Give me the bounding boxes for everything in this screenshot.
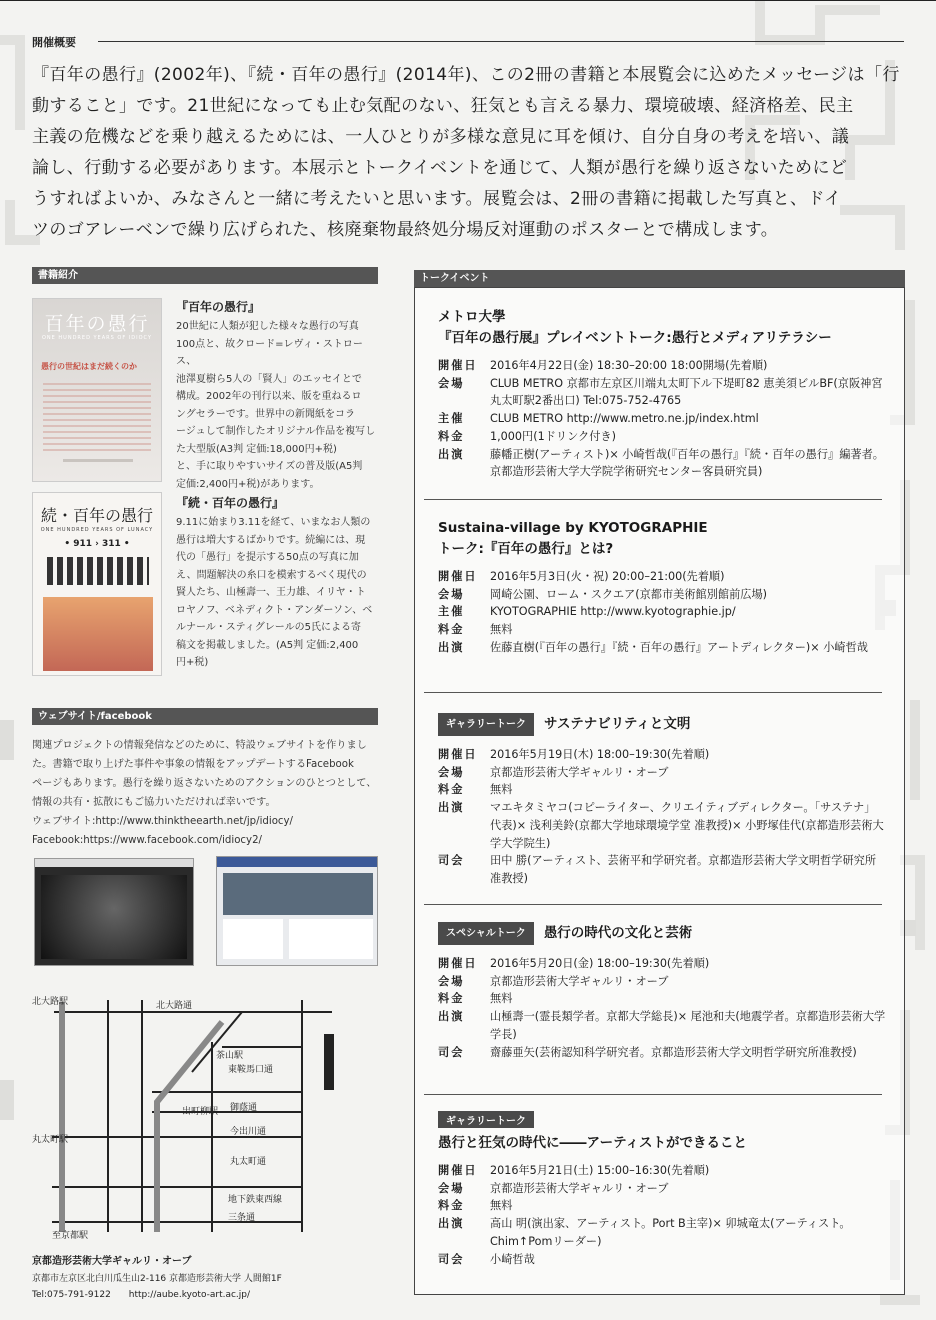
book1-line: ングセラーです。世界中の新聞紙をコラ: [176, 408, 355, 420]
book2-line: ロヤノフ、ベネディクト・アンダーソン、ベ: [176, 604, 373, 616]
book1-line: ージュして制作したオリジナル作品を複写し: [176, 426, 376, 437]
event-2-venue: 岡崎公園、ローム・スクエア(京都市美術館別館前広場): [490, 587, 768, 601]
overview-label: 開催概要: [32, 36, 76, 49]
event-4-title: 愚行の時代の文化と芸術: [543, 925, 693, 941]
overview-line: 論し、行動する必要があります。本展示とトークイベントを通じて、人類が愚行を繰り返さないためにど: [32, 158, 848, 178]
book2-cover-photo: [43, 597, 153, 671]
event-venue-label: 会場: [438, 376, 465, 390]
event-separator: [424, 692, 882, 693]
book1-cover-tagline: 愚行の世紀はまだ続くのか: [41, 362, 137, 371]
event-mc-label: 司会: [438, 1252, 465, 1266]
book1-line: た大型版(A3判 定価:18,000円+税): [176, 443, 337, 455]
event-date-label: 開催日: [438, 748, 478, 761]
event-venue-label: 会場: [438, 1181, 465, 1195]
gallery-name: 京都造形芸術大学ギャルリ・オーブ: [32, 1256, 192, 1267]
gallery-address: 京都市左京区北白川瓜生山2-116 京都造形芸術大学 人間館1F: [32, 1274, 282, 1284]
web-line: 情報の共有・拡散にもご協力いただければ幸いです。: [32, 797, 276, 808]
event-1-host[interactable]: CLUB METRO http://www.metro.ne.jp/index.html: [490, 412, 759, 426]
book2-line: 9.11に始まり3.11を経て、いまなお人類の: [176, 517, 371, 528]
book1-line: 20世紀に人類が犯した様々な愚行の写真: [176, 321, 359, 332]
map-label-kitaoji-st: 北大路駅: [32, 996, 69, 1006]
book1-cover-subtitle: ONE HUNDRED YEARS OF IDIOCY: [42, 335, 152, 341]
event-3: [438, 713, 886, 888]
map-label-marutamachi: 丸太町通: [230, 1156, 267, 1166]
book1-line: と、手に取りやすいサイズの普及版(A5判: [176, 461, 363, 472]
overview-line: 『百年の愚行』(2002年)、『続・百年の愚行』(2014年)、この2冊の書籍と本展覧会に込めたメッセージは「行: [32, 65, 900, 85]
map-label-misono: 御蔭通: [230, 1102, 258, 1112]
map-univ-building: [324, 1034, 334, 1090]
book1-description: [176, 318, 380, 493]
map-road-diagonal: [192, 1012, 242, 1072]
book2-cover-subtitle: ONE HUNDRED YEARS OF LUNACY: [40, 527, 154, 533]
event-2-host[interactable]: KYOTOGRAPHIE http://www.kyotographie.jp/: [490, 605, 736, 619]
book1-cover-rule: [63, 459, 133, 462]
top-rule: [0, 0, 936, 1]
event-5-title: 愚行と狂気の時代に――アーティストができること: [438, 1135, 748, 1151]
event-5-mc: 小崎哲哉: [490, 1252, 535, 1266]
event-1-cast: 藤幡正樹(アーティスト)× 小崎哲哉(『百年の愚行』『続・百年の愚行』編著者。京都造形芸術大学大学院学術研究センター客員研究員): [490, 447, 884, 479]
facebook-url[interactable]: Facebook:https://www.facebook.com/idiocy2/: [32, 835, 262, 846]
web-section-bar: ウェブサイト/facebook: [32, 708, 378, 725]
gallery-contact[interactable]: Tel:075-791-9122 http://aube.kyoto-art.ac.jp/: [32, 1290, 251, 1300]
event-mc-label: 司会: [438, 854, 465, 868]
book2-line: ルナール・スティグレールの5氏による寄: [176, 622, 361, 633]
event-4-venue: 京都造形芸術大学ギャルリ・オーブ: [490, 974, 669, 988]
map-label-sanjo: 三条通: [228, 1212, 256, 1222]
map-label-demachi: 出町柳駅: [182, 1106, 219, 1116]
event-3-tag: ギャラリートーク: [438, 713, 534, 736]
book2-title: 『続・百年の愚行』: [176, 496, 285, 510]
event-2-fee: 無料: [490, 623, 513, 637]
book1-line: 構成。2002年の刊行以来、版を重ねるロ: [176, 391, 362, 402]
event-2-date: 2016年5月3日(火・祝) 20:00–21:00(先着順): [490, 570, 725, 583]
book2-line: え、問題解決の糸口を模索するべく現代の: [176, 569, 367, 581]
website-url[interactable]: ウェブサイト:http://www.thinktheearth.net/jp/idiocy/: [32, 816, 293, 827]
map-label-marutamachi-st: 丸太町駅: [32, 1134, 69, 1144]
event-fee-label: 料金: [438, 429, 465, 443]
talks-section-bar: トークイベント: [414, 270, 905, 287]
event-4-mc: 齋藤亜矢(芸術認知科学研究者。京都造形芸術大学文明哲学研究所准教授): [490, 1045, 857, 1059]
book2-cover: [32, 492, 162, 676]
event-5-venue: 京都造形芸術大学ギャルリ・オーブ: [490, 1181, 669, 1195]
overview-line: ツのゴアレーベンで繰り広げられた、核廃棄物最終処分場反対運動のポスターとで構成します。: [32, 220, 779, 240]
map-label-kyoto-st: 至京都駅: [52, 1230, 89, 1240]
overview-line: 動すること」です。21世紀になっても止む気配のない、狂気とも言える暴力、環境破壊、経済格差、民主: [32, 96, 854, 116]
books-section-bar: 書籍紹介: [32, 267, 378, 284]
book2-line: 賢人たち、山極壽一、王力雄、イリヤ・ト: [176, 587, 366, 598]
event-5: [438, 1110, 886, 1268]
book2-line: 代の「愚行」を提示する50点の写真に加: [176, 552, 359, 563]
event-4-fee: 無料: [490, 992, 513, 1006]
event-3-date: 2016年5月19日(木) 18:00–19:30(先着順): [490, 748, 710, 761]
book2-cover-title: 続・百年の愚行: [40, 506, 153, 525]
event-5-tag: ギャラリートーク: [438, 1111, 534, 1128]
event-4-tag: スペシャルトーク: [438, 922, 534, 945]
event-venue-label: 会場: [438, 974, 465, 988]
book1-line: 池澤夏樹ら5人の「賢人」のエッセイとで: [176, 373, 362, 385]
event-3-cast: マエキタミヤコ(コピーライター、クリエイティブディレクター。「サステナ」代表)× 浅利美鈴(京都大学地球環境学堂 准教授)× 小野塚佳代(京都造形芸術大学大学院生): [490, 801, 884, 850]
event-host-label: 主催: [438, 412, 465, 426]
book2-cover-dates: • 911 › 311 •: [64, 539, 130, 549]
map-label-higashikurama: 東鞍馬口通: [228, 1064, 274, 1074]
book1-cover-texture: [43, 381, 151, 451]
book1-line: 100点と、故クロード=レヴィ・ストロース、: [176, 338, 363, 367]
book1-line: 定価:2,400円+税)があります。: [176, 478, 320, 490]
event-cast-label: 出演: [438, 1217, 465, 1231]
overview-line: うすればよいか、みなさんと一緒に考えたいと思います。展覧会は、2冊の書籍に掲載した写真と、ドイ: [32, 189, 842, 209]
book1-cover-title: 百年の愚行: [44, 313, 150, 335]
website-screenshot: [34, 858, 194, 966]
overview-line: 主義の危機などを乗り越えるためには、一人ひとりが多様な意見に耳を傾け、自分自身の考えを培い、議: [32, 127, 850, 147]
map-label-tozai: 地下鉄東西線: [228, 1194, 283, 1204]
facebook-screenshot: [216, 856, 378, 966]
event-separator: [424, 499, 882, 500]
access-map: [32, 992, 378, 1242]
web-line: ページもあります。愚行を繰り返さないためのアクションのひとつとして、: [32, 778, 377, 789]
event-venue-label: 会場: [438, 587, 465, 601]
book2-cover-graphic: [47, 557, 149, 585]
map-label-chayama: 茶山駅: [216, 1050, 244, 1060]
event-cast-label: 出演: [438, 640, 465, 654]
event-date-label: 開催日: [438, 359, 478, 372]
book2-line: 愚行は増大するばかりです。続編には、現: [176, 534, 366, 546]
event-2: [438, 518, 886, 657]
book2-line: 稿文を掲載しました。(A5判 定価:2,400: [176, 639, 359, 651]
web-description: [32, 736, 378, 850]
event-venue-label: 会場: [438, 765, 465, 779]
event-2-cast: 佐藤直樹(『百年の愚行』『続・百年の愚行』アートディレクター)× 小崎哲哉: [490, 640, 868, 654]
event-cast-label: 出演: [438, 447, 465, 461]
event-1-title-1: メトロ大學: [438, 309, 506, 325]
overview-rule: [98, 41, 904, 42]
web-line: た。書籍で取り上げた事件や事象の情報をアップデートするFacebook: [32, 759, 354, 770]
event-date-label: 開催日: [438, 957, 478, 970]
event-separator: [424, 904, 882, 905]
event-separator: [424, 1094, 882, 1095]
event-5-date: 2016年5月21日(土) 15:00–16:30(先着順): [490, 1164, 710, 1177]
event-fee-label: 料金: [438, 1199, 465, 1213]
event-1-title-2: 『百年の愚行展』プレイベントトーク:愚行とメディアリテラシー: [438, 330, 832, 346]
event-4-cast: 山極壽一(霊長類学者。京都大学総長)× 尾池和夫(地震学者。京都造形芸術大学学長): [490, 1010, 886, 1041]
event-1-fee: 1,000円(1ドリンク付き): [490, 429, 616, 443]
event-1-venue: CLUB METRO 京都市左京区川端丸太町下ル下堤町82 恵美須ビルBF(京阪神宮丸太町駅2番出口) Tel:075-752-4765: [490, 376, 883, 408]
event-fee-label: 料金: [438, 623, 465, 637]
map-label-kitaoji-dori: 北大路通: [156, 1000, 193, 1010]
event-cast-label: 出演: [438, 801, 465, 815]
book1-cover: [32, 298, 162, 482]
event-1-date: 2016年4月22日(金) 18:30–20:00 18:00開場(先着順): [490, 359, 768, 372]
event-fee-label: 料金: [438, 783, 465, 797]
event-3-mc: 田中 勝(アーティスト、芸術平和学研究者。京都造形芸術大学文明哲学研究所准教授): [490, 854, 877, 885]
overview-text: [32, 60, 912, 246]
book1-title: 『百年の愚行』: [176, 300, 261, 314]
event-1: [438, 307, 886, 481]
event-host-label: 主催: [438, 605, 465, 619]
event-2-title-1: Sustaina-village by KYOTOGRAPHIE: [438, 520, 708, 536]
event-cast-label: 出演: [438, 1010, 465, 1024]
event-3-fee: 無料: [490, 783, 513, 797]
event-date-label: 開催日: [438, 570, 478, 583]
web-line: 関連プロジェクトの情報発信などのために、特設ウェブサイトを作りまし: [32, 740, 367, 751]
event-5-fee: 無料: [490, 1199, 513, 1213]
event-mc-label: 司会: [438, 1045, 465, 1059]
event-2-title-2: トーク:『百年の愚行』とは?: [438, 541, 614, 557]
book2-description: [176, 514, 380, 672]
event-5-cast: 高山 明(演出家、アーティスト。Port B主宰)× 卯城竜太(アーティスト。Chim↑Pomリーダー): [490, 1217, 851, 1248]
event-date-label: 開催日: [438, 1164, 478, 1177]
event-fee-label: 料金: [438, 992, 465, 1006]
event-3-venue: 京都造形芸術大学ギャルリ・オーブ: [490, 765, 669, 779]
event-4: [438, 922, 886, 1061]
book2-line: 円+税): [176, 657, 209, 668]
event-4-date: 2016年5月20日(金) 18:00–19:30(先着順): [490, 957, 710, 970]
event-3-title: サステナビリティと文明: [544, 716, 691, 732]
map-label-imadegawa: 今出川通: [230, 1126, 267, 1136]
